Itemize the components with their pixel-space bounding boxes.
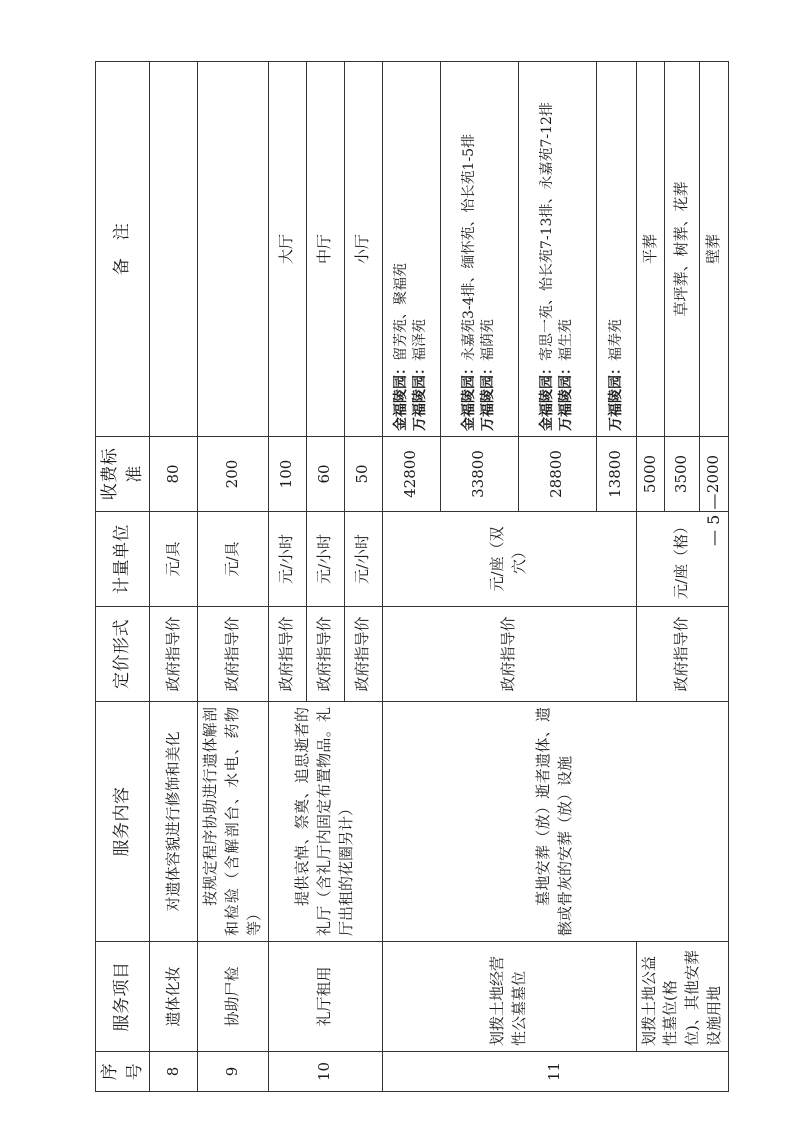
row-remark: 中厅: [306, 62, 344, 437]
row-pricing: 政府指导价: [382, 607, 636, 702]
cemetery-label: 万福陵园：: [480, 361, 497, 431]
row-no: 9: [198, 1052, 268, 1092]
table-row: [268, 62, 306, 1092]
note-text: 永嘉苑3-4排、缅怀苑、怡长苑1-5排: [461, 133, 478, 361]
row-item: 划拨土地公益性墓位(格位)、其他安葬设施用地: [636, 942, 728, 1052]
note-line: [557, 67, 576, 431]
row-remark: [382, 62, 440, 437]
page-number: — 5 —: [704, 493, 723, 546]
note-line: [411, 67, 430, 431]
note-text: 寄思一苑、怡长苑7-13排、永嘉苑7-12排: [539, 102, 556, 361]
note-line: [607, 67, 626, 431]
row-remark: 大厅: [268, 62, 306, 437]
row-remark: 壁葬: [699, 62, 728, 437]
cemetery-label: 金福陵园：: [393, 361, 410, 431]
cemetery-label: 万福陵园：: [558, 361, 575, 431]
row-remark: 草坪葬、树葬、花葬: [665, 62, 699, 437]
table-row: [150, 62, 198, 1092]
row-content: 对遗体容貌进行修饰和美化: [150, 702, 198, 942]
note-text: 福荫苑: [480, 319, 497, 361]
row-fee: 33800: [440, 437, 518, 512]
row-fee: 3500: [665, 437, 699, 512]
row-fee: 80: [150, 437, 198, 512]
note-text: 福生苑: [558, 319, 575, 361]
row-remark: 小厅: [344, 62, 382, 437]
header-pricing: 定价形式: [96, 607, 150, 702]
row-content: 墓地安葬（放）逝者遗体、遗骸或骨灰的安葬（放）设施: [382, 702, 728, 942]
header-content: 服务内容: [96, 702, 150, 942]
row-pricing: 政府指导价: [150, 607, 198, 702]
row-pricing: 政府指导价: [268, 607, 306, 702]
fee-table-rotated: [95, 62, 723, 1092]
row-content: 按规定程序协助进行遗体解剖和检验（含解剖台、水电、药物等）: [198, 702, 268, 942]
row-item: 礼厅租用: [268, 942, 382, 1052]
header-no: 序号: [96, 1052, 150, 1092]
row-fee: 100: [268, 437, 306, 512]
cemetery-label: 金福陵园：: [461, 361, 478, 431]
cemetery-label: 金福陵园：: [539, 361, 556, 431]
note-line: [392, 67, 411, 431]
row-item: 遗体化妆: [150, 942, 198, 1052]
row-remark: [198, 62, 268, 437]
row-unit: 元/具: [150, 512, 198, 607]
row-fee: 200: [198, 437, 268, 512]
header-remark: 备 注: [96, 62, 150, 437]
row-remark: 平葬: [636, 62, 665, 437]
note-text: 福寿苑: [607, 319, 624, 361]
note-line: [460, 67, 479, 431]
header-item: 服务项目: [96, 942, 150, 1052]
row-fee: 2000: [699, 437, 728, 512]
row-no: 11: [382, 1052, 728, 1092]
row-fee: 13800: [596, 437, 636, 512]
row-pricing: 政府指导价: [198, 607, 268, 702]
row-unit: 元/小时: [306, 512, 344, 607]
row-fee: 50: [344, 437, 382, 512]
row-pricing: 政府指导价: [344, 607, 382, 702]
row-pricing: 政府指导价: [636, 607, 728, 702]
row-content: 提供哀悼、祭奠、追思逝者的礼厅（含礼厅内固定布置物品。礼厅出租的花圈另计）: [268, 702, 382, 942]
row-unit: 元/座（双穴）: [382, 512, 636, 607]
row-unit: 元/座（格）: [636, 512, 728, 607]
note-text: 福泽苑: [412, 319, 429, 361]
row-fee: 5000: [636, 437, 665, 512]
row-item: 划拨土地经营性公墓墓位: [382, 942, 636, 1052]
note-text: 留芳苑、聚福苑: [393, 263, 410, 361]
row-fee: 60: [306, 437, 344, 512]
row-fee: 42800: [382, 437, 440, 512]
row-unit: 元/小时: [268, 512, 306, 607]
row-remark: [150, 62, 198, 437]
cemetery-label: 万福陵园：: [607, 361, 624, 431]
header-fee: 收费标准: [96, 437, 150, 512]
table-row: [198, 62, 268, 1092]
note-line: [479, 67, 498, 431]
row-remark: [440, 62, 518, 437]
row-no: 10: [268, 1052, 382, 1092]
note-line: [538, 67, 557, 431]
row-fee: 28800: [518, 437, 596, 512]
table-row: [382, 62, 440, 1092]
cemetery-label: 万福陵园：: [412, 361, 429, 431]
header-unit: 计量单位: [96, 512, 150, 607]
header-row: [96, 62, 150, 1092]
fee-table: [95, 61, 729, 1092]
row-pricing: 政府指导价: [306, 607, 344, 702]
row-unit: 元/具: [198, 512, 268, 607]
row-unit: 元/小时: [344, 512, 382, 607]
row-remark: [518, 62, 596, 437]
row-remark: [596, 62, 636, 437]
row-no: 8: [150, 1052, 198, 1092]
row-item: 协助尸检: [198, 942, 268, 1052]
